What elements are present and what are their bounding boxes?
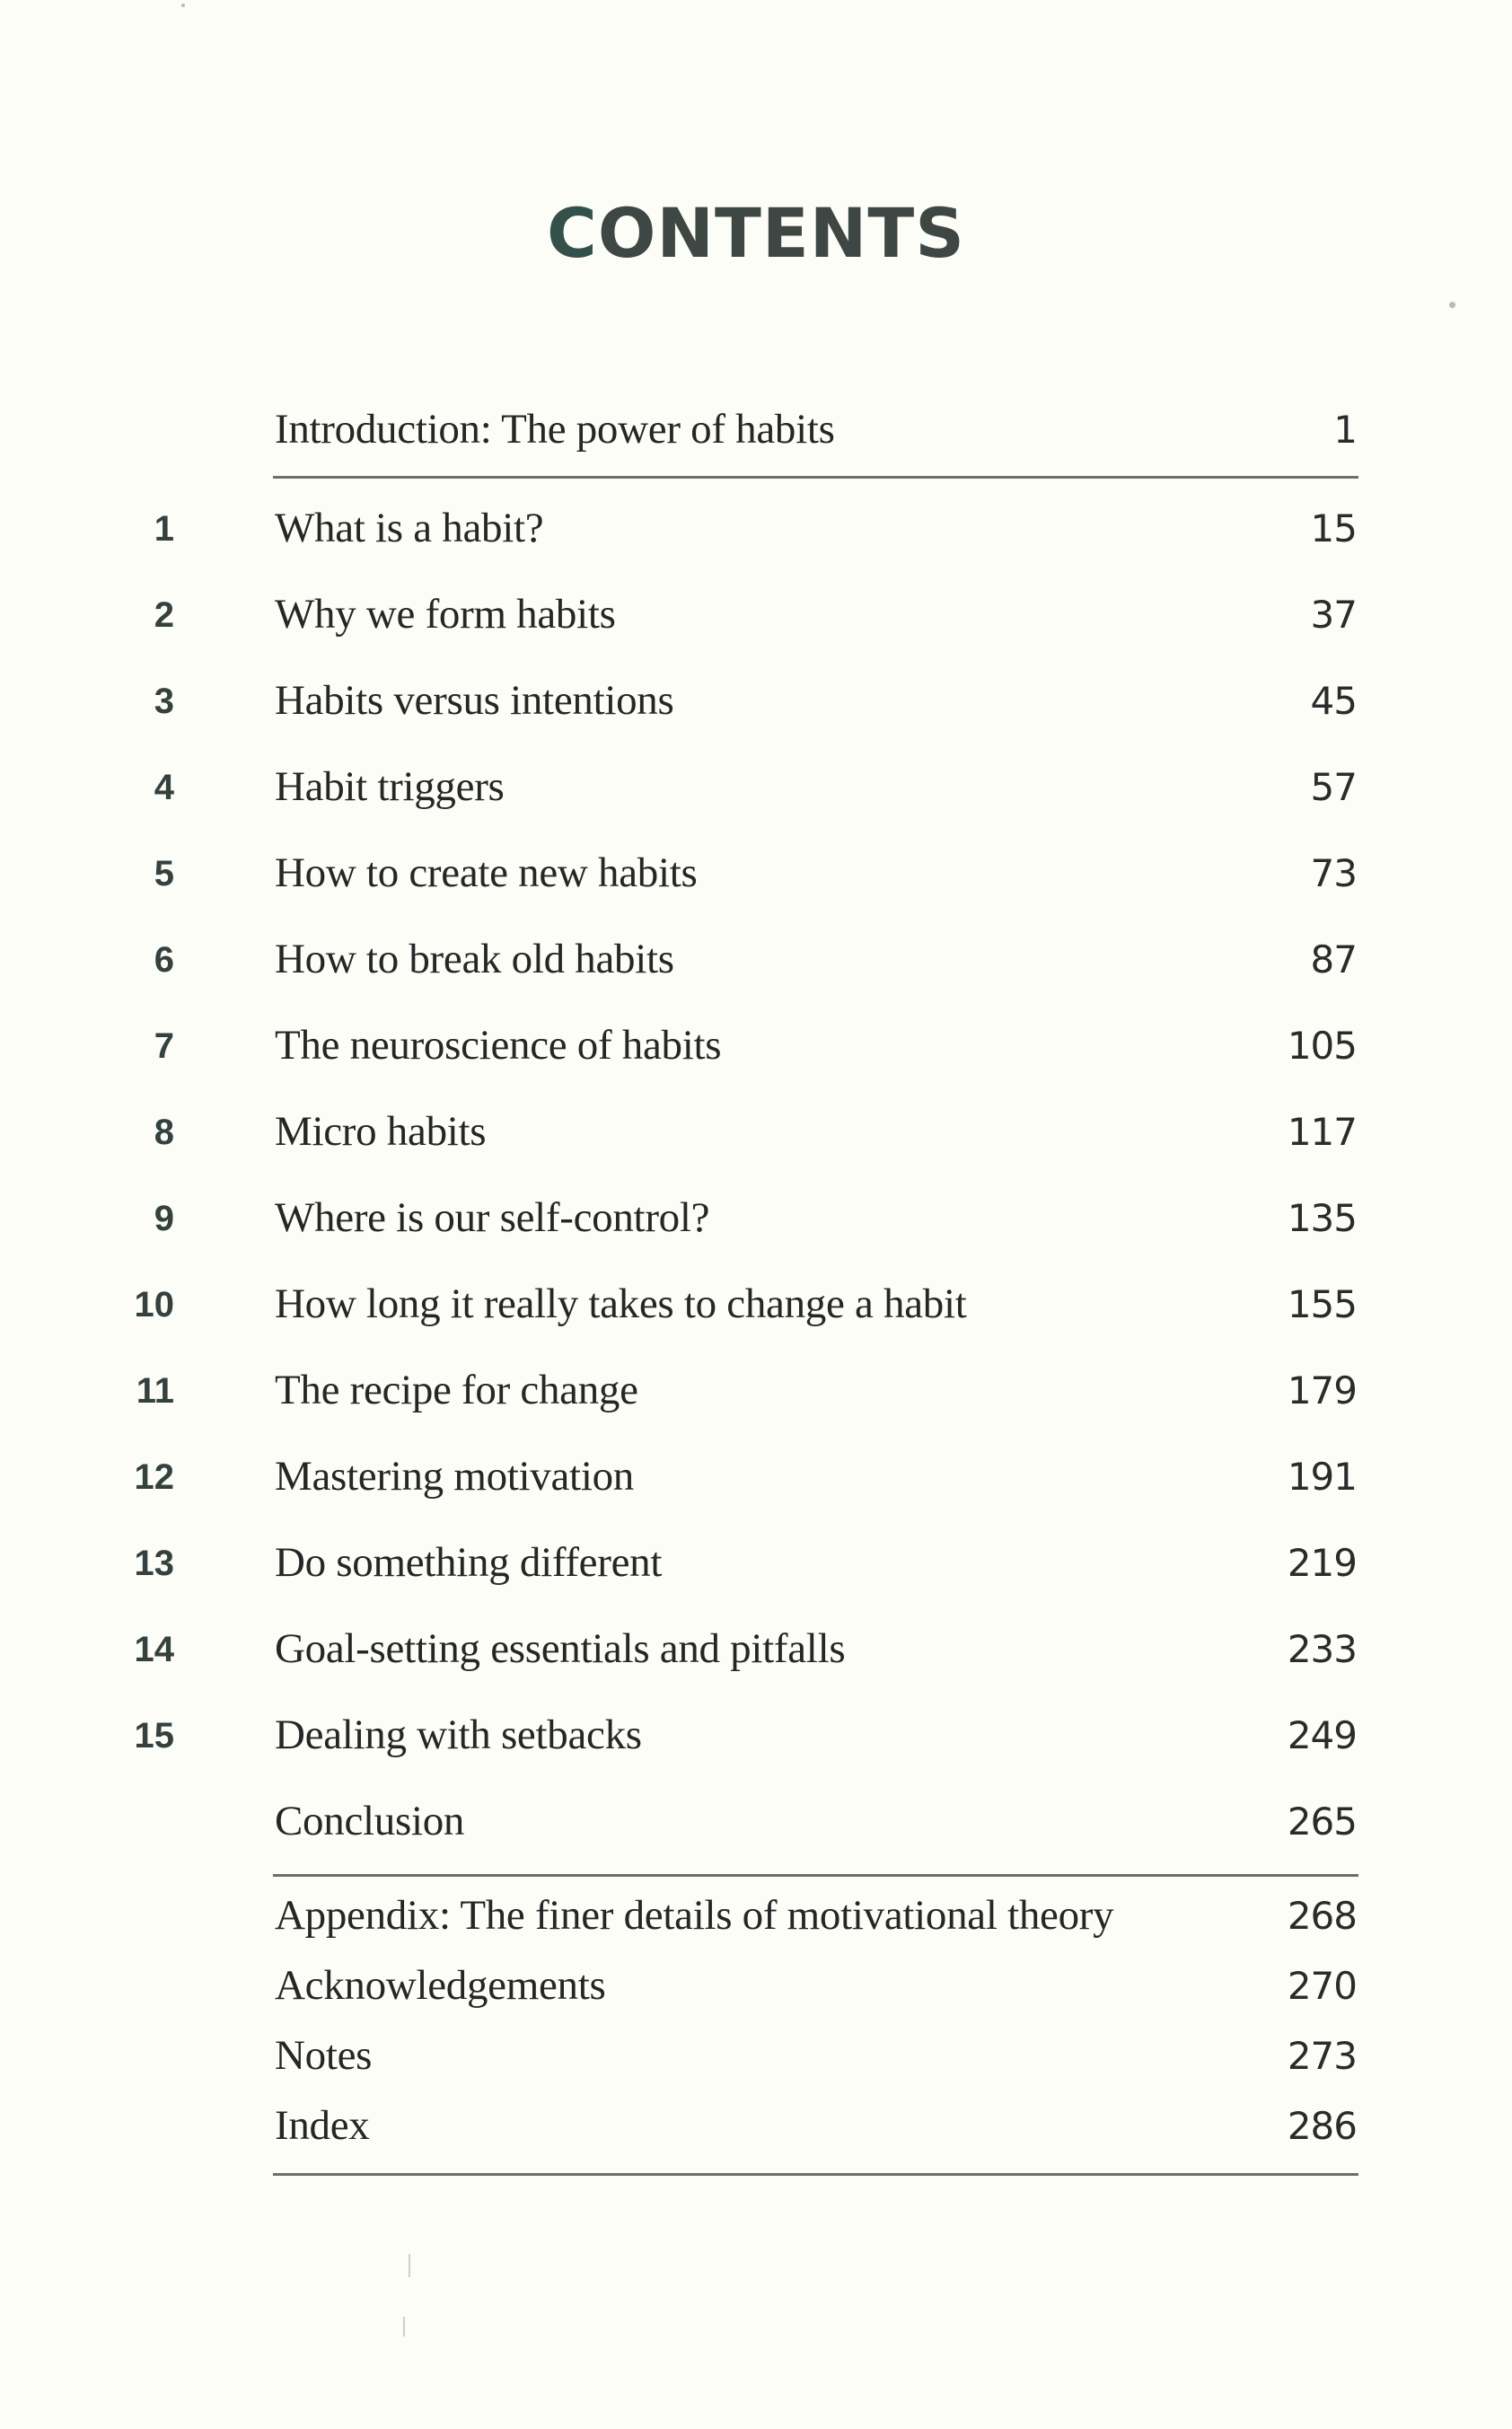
entry-title: Introduction: The power of habits bbox=[275, 406, 835, 453]
toc-chapter-row[interactable] bbox=[0, 1625, 1512, 1672]
chapter-title: The neuroscience of habits bbox=[275, 1022, 722, 1069]
entry-title: Conclusion bbox=[275, 1798, 465, 1844]
toc-chapter-row[interactable] bbox=[0, 591, 1512, 638]
toc-chapter-row[interactable] bbox=[0, 677, 1512, 724]
toc-chapter-row[interactable] bbox=[0, 1453, 1512, 1500]
page-number: 233 bbox=[1287, 1627, 1357, 1671]
chapter-number: 2 bbox=[154, 595, 174, 635]
scan-mark bbox=[409, 2254, 410, 2277]
page-number: 87 bbox=[1310, 937, 1357, 981]
chapter-number: 3 bbox=[154, 682, 174, 721]
toc-chapter-row[interactable] bbox=[0, 938, 1512, 980]
page-number: 219 bbox=[1287, 1541, 1357, 1585]
toc-backmatter-row[interactable] bbox=[0, 1892, 1512, 1939]
chapter-title: The recipe for change bbox=[275, 1367, 638, 1413]
page-number: 117 bbox=[1287, 1110, 1357, 1154]
toc-backmatter-row[interactable] bbox=[0, 2102, 1512, 2149]
chapter-title: Where is our self-control? bbox=[275, 1194, 710, 1241]
toc-chapter-row[interactable] bbox=[0, 1022, 1512, 1069]
entry-title: Appendix: The finer details of motivational theory bbox=[275, 1892, 1114, 1939]
page-number: 15 bbox=[1310, 506, 1357, 550]
page-number: 45 bbox=[1310, 679, 1357, 723]
toc-chapter-row[interactable] bbox=[0, 1714, 1512, 1756]
chapter-number: 12 bbox=[134, 1457, 174, 1497]
toc-chapter-row[interactable] bbox=[0, 507, 1512, 549]
chapter-title: Dealing with setbacks bbox=[275, 1712, 642, 1758]
chapter-title: How to break old habits bbox=[275, 936, 674, 982]
chapter-number: 5 bbox=[154, 854, 174, 893]
scan-mark bbox=[403, 2317, 405, 2337]
chapter-number: 8 bbox=[154, 1113, 174, 1152]
page-number: 265 bbox=[1287, 1800, 1357, 1844]
toc-chapter-row[interactable] bbox=[0, 849, 1512, 896]
title-rest: ONTENTS bbox=[597, 193, 965, 273]
toc-chapter-row[interactable] bbox=[0, 763, 1512, 810]
page-title bbox=[0, 193, 1512, 273]
chapter-title: Why we form habits bbox=[275, 591, 616, 638]
chapter-number: 4 bbox=[154, 768, 174, 807]
chapter-number: 6 bbox=[154, 940, 174, 980]
entry-title: Acknowledgements bbox=[275, 1962, 606, 2009]
page-number: 286 bbox=[1287, 2104, 1357, 2148]
chapter-number: 11 bbox=[136, 1371, 174, 1411]
page-number: 57 bbox=[1310, 765, 1357, 809]
chapter-number: 9 bbox=[154, 1199, 174, 1238]
page-number: 249 bbox=[1287, 1713, 1357, 1757]
page-number: 191 bbox=[1287, 1455, 1357, 1499]
scan-speck bbox=[181, 4, 185, 7]
toc-backmatter-row[interactable] bbox=[0, 2032, 1512, 2079]
toc-backmatter-row[interactable] bbox=[0, 1962, 1512, 2009]
toc-entry-introduction[interactable] bbox=[0, 406, 1512, 453]
chapter-title: Habits versus intentions bbox=[275, 677, 674, 724]
chapter-number: 7 bbox=[154, 1026, 174, 1066]
chapter-title: Mastering motivation bbox=[275, 1453, 634, 1500]
page-number: 105 bbox=[1287, 1024, 1357, 1068]
chapter-title: How long it really takes to change a habit bbox=[275, 1281, 967, 1327]
chapter-number: 15 bbox=[134, 1716, 174, 1756]
page-number: 135 bbox=[1287, 1196, 1357, 1240]
chapter-title: What is a habit? bbox=[275, 505, 544, 551]
entry-title: Notes bbox=[275, 2032, 373, 2079]
divider-rule bbox=[273, 2173, 1358, 2176]
page-number: 179 bbox=[1287, 1369, 1357, 1413]
divider-rule bbox=[273, 476, 1358, 479]
toc-chapter-row[interactable] bbox=[0, 1539, 1512, 1586]
page-number: 155 bbox=[1287, 1282, 1357, 1326]
chapter-title: Do something different bbox=[275, 1539, 663, 1586]
toc-chapter-row[interactable] bbox=[0, 1283, 1512, 1325]
page-number: 1 bbox=[1333, 408, 1357, 452]
chapter-number: 14 bbox=[134, 1630, 174, 1669]
chapter-number: 1 bbox=[154, 509, 174, 549]
page-number: 268 bbox=[1287, 1894, 1357, 1938]
chapter-title: Micro habits bbox=[275, 1108, 487, 1155]
toc-chapter-row[interactable] bbox=[0, 1369, 1512, 1411]
title-first-letter: C bbox=[547, 193, 598, 273]
divider-rule bbox=[273, 1874, 1358, 1877]
chapter-title: Habit triggers bbox=[275, 763, 505, 810]
scan-speck bbox=[1449, 302, 1455, 308]
chapter-number: 13 bbox=[134, 1544, 174, 1583]
page-number: 73 bbox=[1310, 851, 1357, 895]
page-number: 273 bbox=[1287, 2034, 1357, 2078]
toc-chapter-row[interactable] bbox=[0, 1194, 1512, 1241]
toc-chapter-row[interactable] bbox=[0, 1108, 1512, 1155]
page-number: 37 bbox=[1310, 593, 1357, 637]
chapter-number: 10 bbox=[134, 1285, 174, 1325]
chapter-title: How to create new habits bbox=[275, 849, 698, 896]
entry-title: Index bbox=[275, 2102, 370, 2149]
chapter-title: Goal-setting essentials and pitfalls bbox=[275, 1625, 846, 1672]
toc-entry-conclusion[interactable] bbox=[0, 1800, 1512, 1842]
page-number: 270 bbox=[1287, 1964, 1357, 2008]
